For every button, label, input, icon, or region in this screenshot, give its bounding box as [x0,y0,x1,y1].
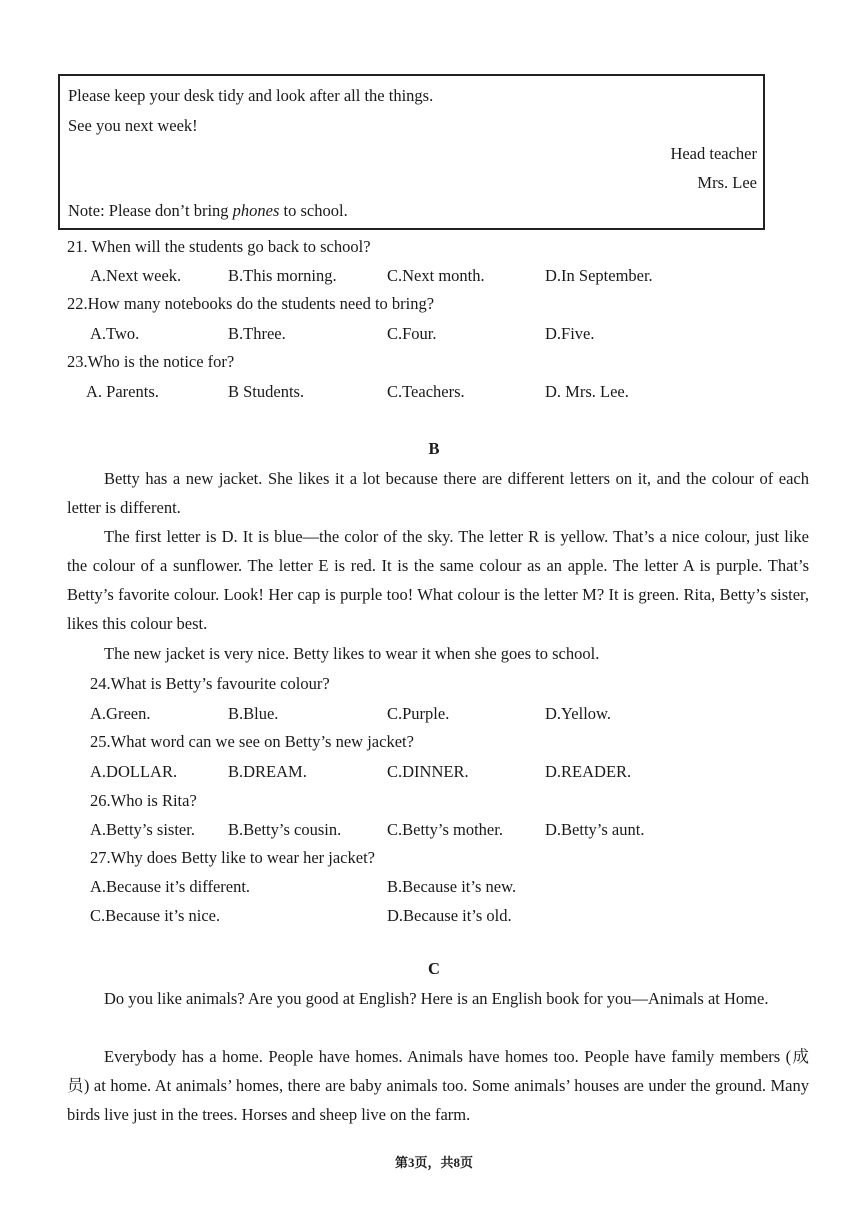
question-24: 24.What is Betty’s favourite colour? [90,674,330,693]
q21-option-b: B.This morning. [228,266,337,285]
section-b-paragraph-3 [67,639,809,668]
section-c-p1-text: Do you like animals? Are you good at English? Here is an English book for you—Animals at Home. [104,989,769,1008]
q27-option-a: A.Because it’s different. [90,877,251,896]
section-c-paragraph-1 [67,984,809,1013]
q24-option-a: A.Green. [90,704,151,723]
page-footer: 第3页，共8页 [394,1155,473,1170]
q23-option-c: C.Teachers. [387,382,465,401]
q22-option-b: B.Three. [228,324,286,343]
question-21: 21. When will the students go back to school? [67,237,371,256]
q23-option-d: D. Mrs. Lee. [545,382,629,401]
q24-option-c: C.Purple. [387,704,450,723]
q26-option-a: A.Betty’s sister. [90,820,195,839]
q23-option-a: A. Parents. [86,382,159,401]
q24-option-b: B.Blue. [228,704,279,723]
question-25: 25.What word can we see on Betty’s new jacket? [90,732,414,751]
section-c-heading: C [428,959,440,978]
q25-option-d: D.READER. [545,762,632,781]
q27-option-d: D.Because it’s old. [387,906,512,925]
q25-option-a: A.DOLLAR. [90,762,178,781]
section-b-heading: B [428,439,440,458]
section-c-paragraph-2 [67,1042,809,1129]
question-23: 23.Who is the notice for? [67,352,235,371]
q21-option-d: D.In September. [545,266,653,285]
q27-option-c: C.Because it’s nice. [90,906,221,925]
question-27: 27.Why does Betty like to wear her jacket? [90,848,375,867]
note-emphasis: phones [232,201,280,220]
note-prefix: Note: Please don’t bring [68,201,233,220]
question-22: 22.How many notebooks do the students need to bring? [67,294,435,313]
section-b-p3-text: The new jacket is very nice. Betty likes to wear it when she goes to school. [104,644,600,663]
q22-option-a: A.Two. [90,324,140,343]
q27-option-b: B.Because it’s new. [387,877,517,896]
section-b-paragraph-2 [67,522,809,638]
notice-line-2: See you next week! [68,116,198,135]
q25-option-c: C.DINNER. [387,762,469,781]
q22-option-c: C.Four. [387,324,437,343]
q26-option-c: C.Betty’s mother. [387,820,503,839]
question-26: 26.Who is Rita? [90,791,197,810]
q25-option-b: B.DREAM. [228,762,307,781]
q23-option-b: B Students. [228,382,305,401]
section-b-p1-text: Betty has a new jacket. She likes it a lot because there are different letters on it, and the colour of each letter is different. [67,469,809,517]
q24-option-d: D.Yellow. [545,704,612,723]
q21-option-a: A.Next week. [90,266,182,285]
q26-option-b: B.Betty’s cousin. [228,820,342,839]
q22-option-d: D.Five. [545,324,595,343]
note-suffix: to school. [279,201,348,220]
section-b-p2-text: The first letter is D. It is blue—the color of the sky. The letter R is yellow. That’s a nice colour, just like the colour of a sunflower. The letter E is red. It is the same colour as an apple. The letter A is purple. That’s Betty’s favorite colour. Look! Her cap is purple too! What colour is the letter M? It is green. Rita, Betty’s sister, likes this colour best. [67,527,809,633]
signature-title: Head teacher [670,144,757,163]
section-c-p2-text: Everybody has a home. People have homes. Animals have homes too. People have family members (成员) at home. At animals’ homes, there are baby animals too. Some animals’ houses are under the ground. Many birds live just in the trees. Horses and sheep live on the farm. [67,1047,809,1124]
notice-note [68,201,348,221]
section-b-paragraph-1 [67,464,809,522]
q26-option-d: D.Betty’s aunt. [545,820,645,839]
q21-option-c: C.Next month. [387,266,485,285]
signature-name: Mrs. Lee [697,173,757,192]
notice-line-1: Please keep your desk tidy and look after all the things. [68,86,434,105]
